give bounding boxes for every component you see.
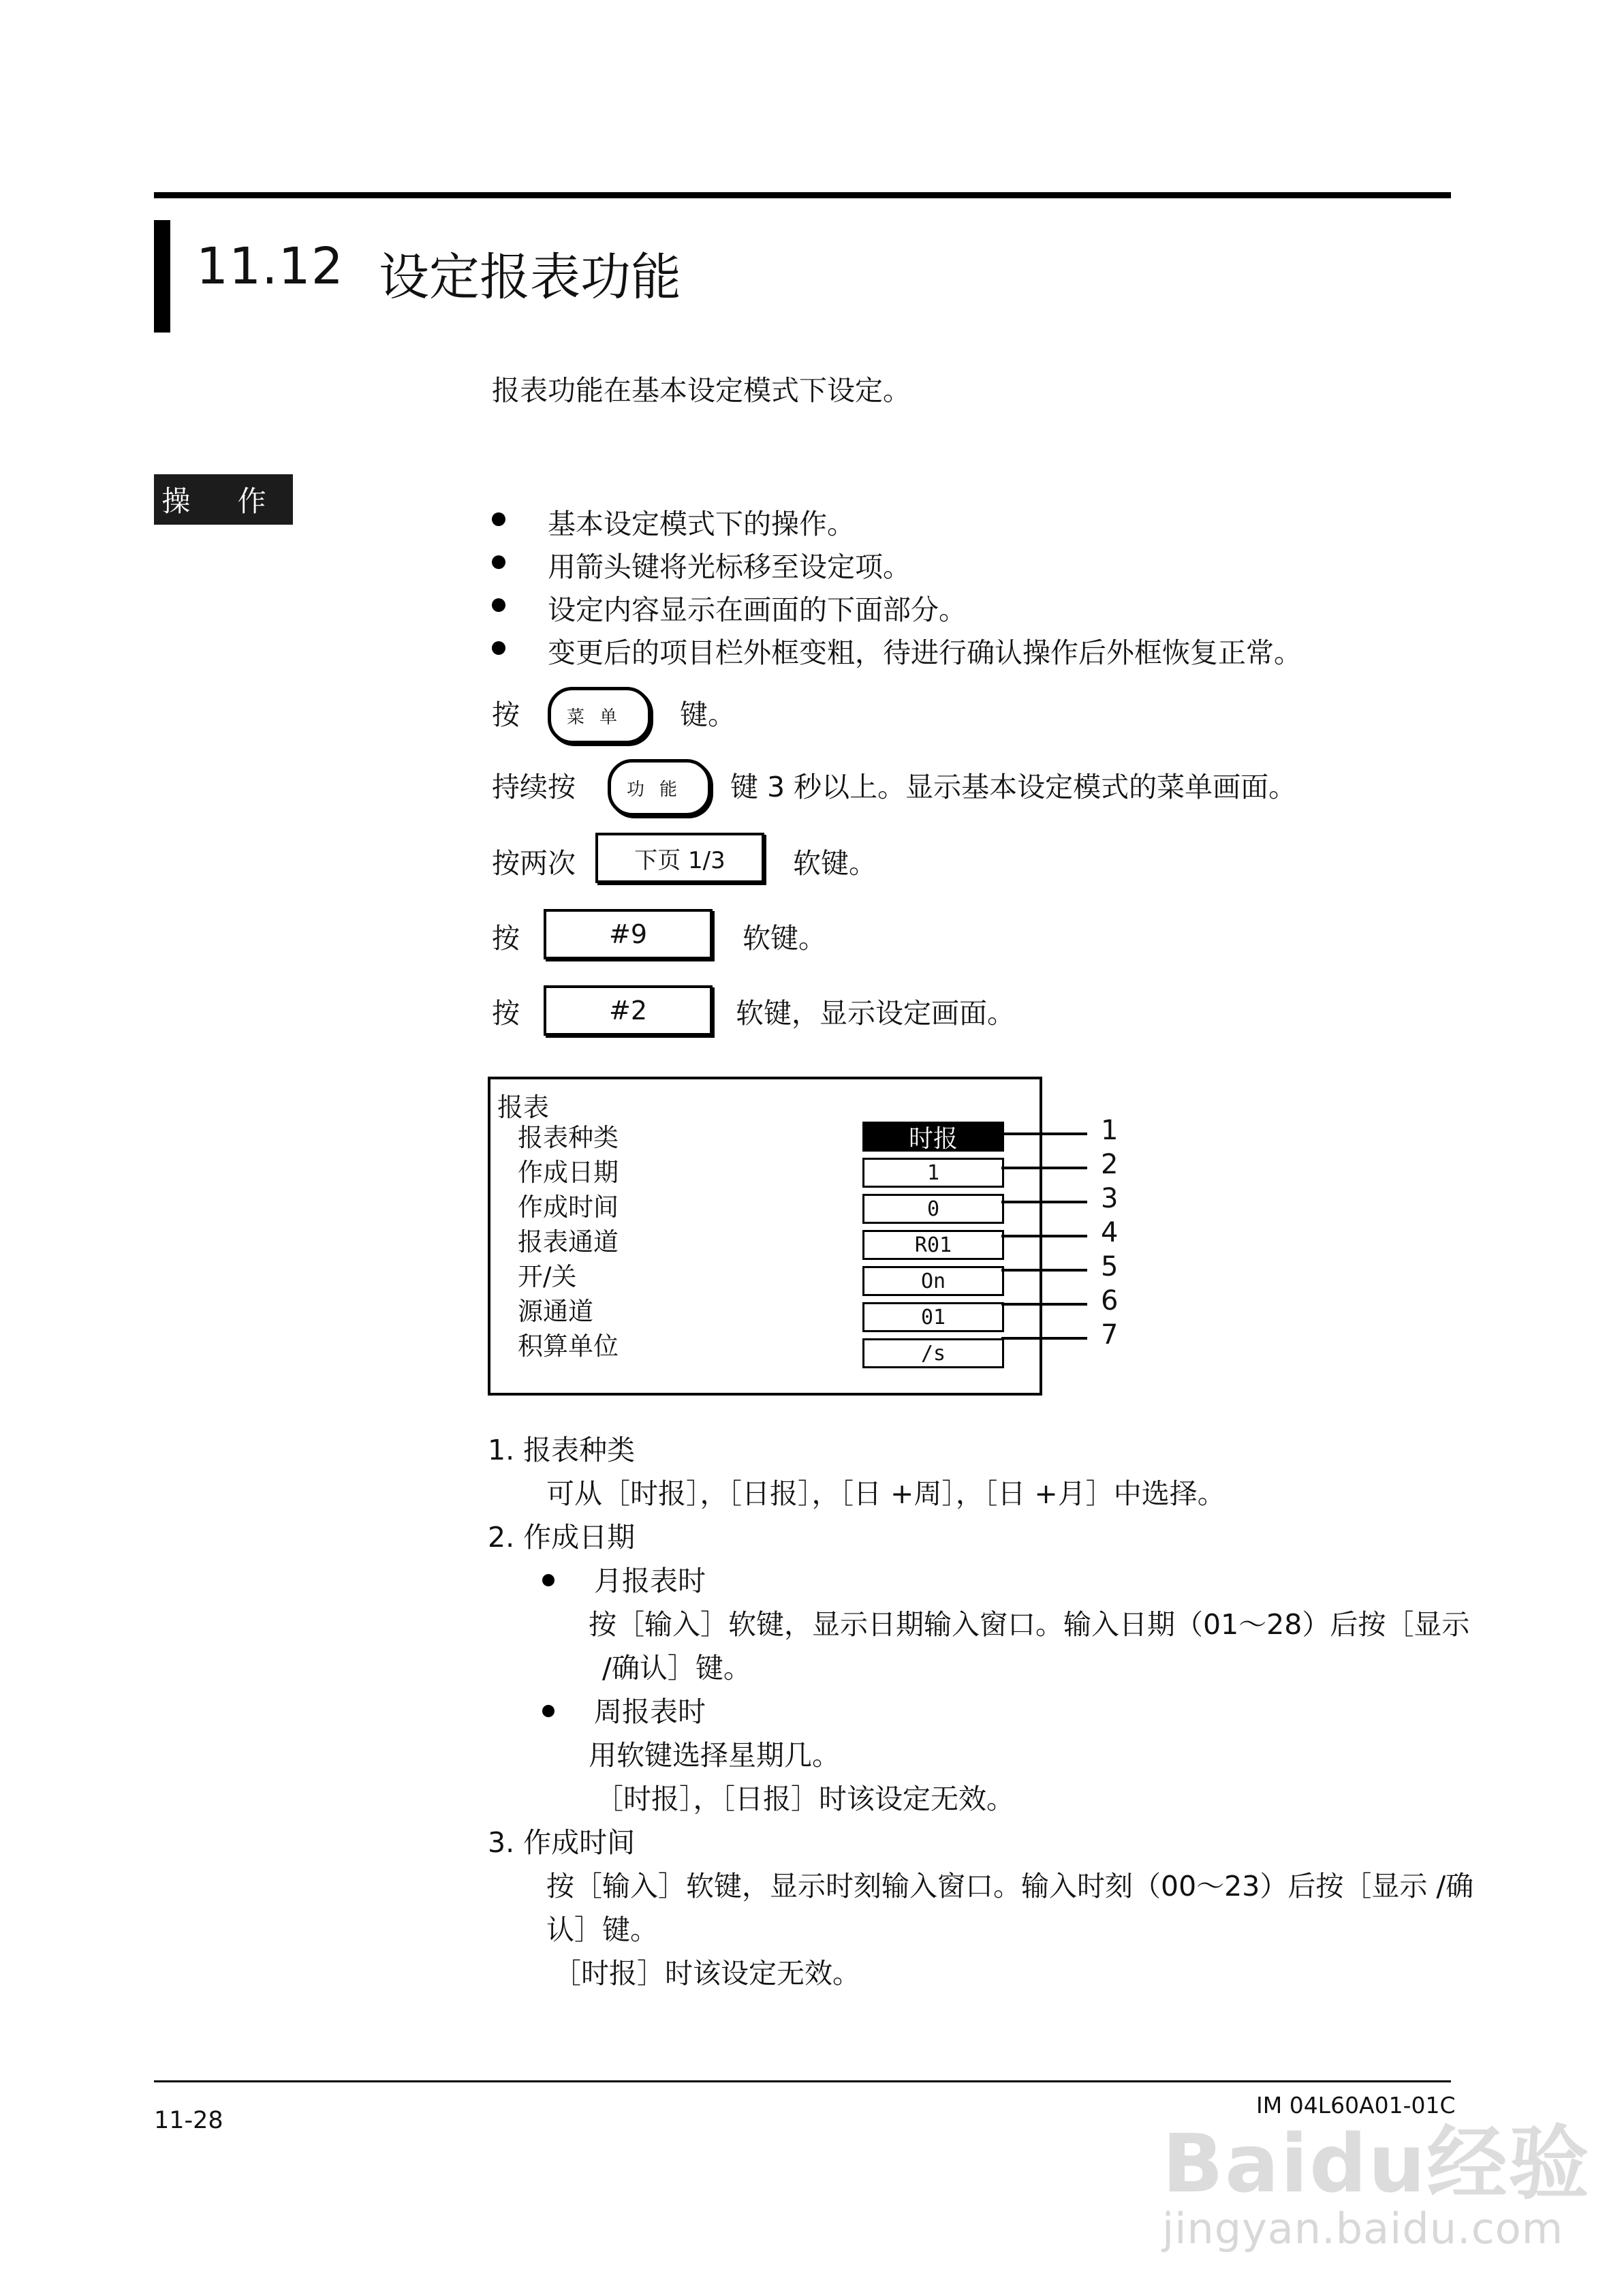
desc-3-note: ［时报］时该设定无效。: [553, 1957, 860, 1990]
screen-title: 报表: [497, 1092, 550, 1122]
next-page-softkey[interactable]: 下页 1/3: [595, 833, 764, 883]
step-3-suffix: 软键。: [793, 847, 877, 880]
list-item: 基本设定模式下的操作。: [492, 502, 1446, 544]
section-number: 11.12: [196, 237, 344, 296]
watermark-logo: Baidu经验: [1162, 2116, 1591, 2211]
desc-2-bullet-1: 月报表时: [488, 1559, 1448, 1603]
step-5-prefix: 按: [492, 997, 520, 1030]
section-title: 设定报表功能: [379, 248, 681, 307]
title-bar-marker: [154, 220, 170, 333]
callout-number: 6: [1101, 1285, 1119, 1316]
step-3-prefix: 按两次: [492, 847, 576, 880]
label-integration-unit: 积算单位: [518, 1331, 619, 1361]
callout-line: [1001, 1201, 1087, 1203]
desc-1-text: 可从［时报］，［日报］，［日 +周］，［日 +月］中选择。: [546, 1477, 1225, 1510]
step-2-prefix: 持续按: [492, 771, 576, 803]
value-integration-unit[interactable]: /s: [862, 1338, 1004, 1368]
step-2-suffix: 键 3 秒以上。显示基本设定模式的菜单画面。: [730, 771, 1297, 803]
step-5-suffix: 软键，显示设定画面。: [736, 997, 1015, 1030]
callout-number: 5: [1101, 1251, 1119, 1282]
bottom-rule: [154, 2080, 1451, 2082]
description-list: [488, 1428, 1474, 1995]
step-4-prefix: 按: [492, 922, 520, 955]
callout-line: [1001, 1303, 1087, 1306]
list-item: 用箭头键将光标移至设定项。: [492, 544, 1446, 587]
label-source-channel: 源通道: [518, 1297, 593, 1326]
top-rule: [154, 192, 1451, 198]
callout-number: 3: [1101, 1183, 1119, 1214]
value-on-off[interactable]: On: [862, 1266, 1004, 1296]
list-item: 变更后的项目栏外框变粗，待进行确认操作后外框恢复正常。: [492, 630, 1446, 673]
desc-3-text-cont: 认］键。: [546, 1913, 658, 1946]
desc-2-bullet-2-note: ［时报］，［日报］时该设定无效。: [595, 1783, 1014, 1815]
label-creation-date: 作成日期: [518, 1158, 619, 1187]
value-creation-time[interactable]: 0: [862, 1194, 1004, 1224]
bullet-list: [492, 502, 1446, 673]
label-report-type: 报表种类: [518, 1123, 619, 1152]
setting-values: [862, 1122, 1004, 1374]
menu-key[interactable]: 菜单: [548, 687, 651, 744]
callout-line: [1001, 1133, 1087, 1135]
label-creation-time: 作成时间: [518, 1192, 619, 1222]
value-source-channel[interactable]: 01: [862, 1302, 1004, 1332]
desc-2-bullet-1-text-cont: /确认］键。: [602, 1652, 751, 1684]
desc-2-bullet-1-text: 按［输入］软键，显示日期输入窗口。输入日期（01～28）后按［显示: [589, 1608, 1470, 1641]
step-1-suffix: 键。: [680, 698, 736, 731]
callout-line: [1001, 1269, 1087, 1272]
callout-line: [1001, 1167, 1087, 1169]
bullet-icon: [542, 1705, 555, 1717]
desc-3-text: 按［输入］软键，显示时刻输入窗口。输入时刻（00～23）后按［显示 /确: [546, 1870, 1474, 1903]
setting-labels: [518, 1120, 619, 1364]
callout-line: [1001, 1235, 1087, 1237]
callout-number: 2: [1101, 1149, 1119, 1180]
report-settings-screen: [488, 1077, 1042, 1396]
function-key[interactable]: 功能: [608, 759, 711, 816]
desc-2-bullet-2-text: 用软键选择星期几。: [589, 1739, 840, 1772]
desc-2-bullet-2: 周报表时: [488, 1690, 1448, 1734]
value-report-channel[interactable]: R01: [862, 1230, 1004, 1260]
bullet-icon: [492, 641, 505, 655]
callout-number: 1: [1101, 1115, 1119, 1146]
intro-text: 报表功能在基本设定模式下设定。: [492, 374, 911, 407]
step-1-prefix: 按: [492, 698, 520, 731]
document-number: IM 04L60A01-01C: [1256, 2092, 1456, 2119]
step-4-suffix: 软键。: [743, 922, 826, 955]
bullet-icon: [492, 555, 505, 569]
label-report-channel: 报表通道: [518, 1227, 619, 1257]
page-number: 11-28: [154, 2107, 223, 2134]
bullet-icon: [492, 598, 505, 612]
desc-1-title: 1. 报表种类: [488, 1434, 636, 1466]
value-creation-date[interactable]: 1: [862, 1158, 1004, 1188]
softkey-9[interactable]: #9: [544, 909, 713, 959]
desc-2-title: 2. 作成日期: [488, 1521, 636, 1554]
bullet-icon: [542, 1574, 555, 1586]
softkey-2[interactable]: #2: [544, 985, 713, 1036]
callout-number: 7: [1101, 1319, 1119, 1351]
callout-number: 4: [1101, 1217, 1119, 1248]
operation-badge: 操 作: [154, 474, 293, 525]
label-on-off: 开/关: [518, 1262, 577, 1291]
bullet-icon: [492, 512, 505, 526]
list-item: 设定内容显示在画面的下面部分。: [492, 587, 1446, 630]
value-report-type[interactable]: 时报: [862, 1122, 1004, 1152]
callout-line: [1001, 1337, 1087, 1340]
watermark-url: jingyan.baidu.com: [1162, 2204, 1564, 2253]
desc-3-title: 3. 作成时间: [488, 1826, 636, 1859]
